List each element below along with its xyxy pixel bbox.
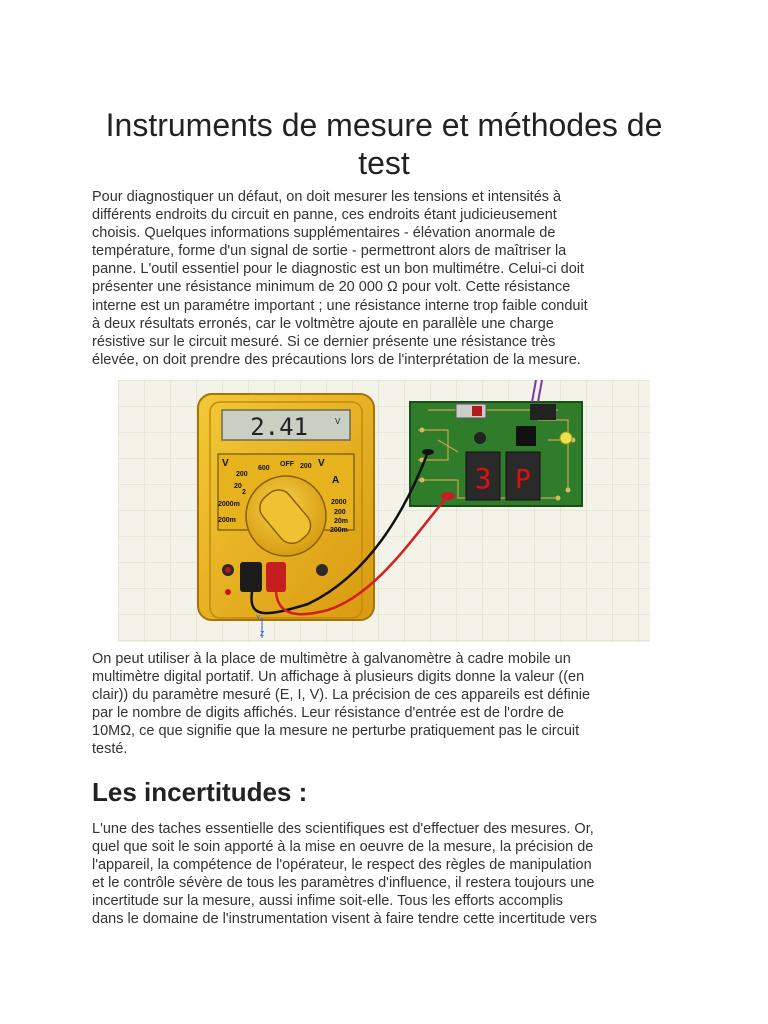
paragraph-intro: Pour diagnostiquer un défaut, on doit mesurer les tensions et intensités à différents endroits du circuit en panne, ces endroits étant judicieusement choisis. Quelques informations supplémentaires - élévation anormale de température, forme d'un signal de sortie - permettront alors de maîtriser la panne. L'outil essentiel pour le diagnostic est un bon multimétre. Celui-ci doit présenter une résistance minimum de 20 000 Ω pour volt. Cette résistance interne est un paramétre important ; une résistance interne trop faible conduit à deux résultats erronés, car le voltmètre ajoute en parallèle une charge résistive sur le circuit mesuré. Si ce dernier présente une résistance très élevée, on doit prendre des précautions lors de l'interprétation de la mesure. <box>92 189 588 368</box>
paragraph-digital-multimeter: On peut utiliser à la place de multimètre à galvanomètre à cadre mobile un multimètre digital portatif. Un affichage à plusieurs digits donne la valeur ((en clair)) du paramètre mesuré (E, I, V). La précision de ces appareils est définie par le nombre de digits affichés. Leur résistance d'entrée est de l'ordre de 10MΩ, ce que signifie que la mesure ne perturbe pratiquement pas le circuit testé. <box>92 651 591 758</box>
dial-label-v-dc: V <box>222 458 229 469</box>
svg-text:Z: Z <box>260 631 265 638</box>
dial-label-2000m: 2000m <box>218 501 240 508</box>
lcd-reading: 2.41 <box>250 413 308 441</box>
svg-text:Y: Y <box>256 615 261 622</box>
dial-label-off: OFF <box>280 461 294 468</box>
dial-label-200m-b: 200m <box>330 527 348 534</box>
dial-label-600: 600 <box>258 465 270 472</box>
multimeter <box>198 394 374 620</box>
dial-label-200m: 200m <box>218 517 236 524</box>
dial-label-2000: 2000 <box>331 499 347 506</box>
circuit-board <box>410 402 582 506</box>
dial-label-20: 20 <box>234 483 242 490</box>
dial-label-200c: 200 <box>300 463 312 470</box>
paragraph-incertitudes: L'une des taches essentielle des scientifiques est d'effectuer des mesures. Or, quel que soit le soin apporté à la mise en oeuvre de la mesure, la précision de l'appareil, la compétence de l'opérateur, le respect des règles de manipulation et le contrôle sévère de tous les paramètres d'influence, il restera toujours une incertitude sur la mesure, aussi infime soit-elle. Tous les efforts accomplis dans le domaine de l'instrumentation visent à faire tendre cette incertitude vers <box>92 821 597 928</box>
dial-label-v-ac: V <box>318 458 325 469</box>
section-heading-incertitudes: Les incertitudes : <box>92 777 308 807</box>
seven-segment-left-digit: 3 <box>474 462 492 495</box>
multimeter-circuit-figure <box>118 380 650 642</box>
dial-label-a: A <box>332 475 340 486</box>
dial-label-200b: 200 <box>334 509 346 516</box>
lcd-unit: V <box>335 417 341 426</box>
seven-segment-right-digit: P <box>515 465 531 495</box>
dial-label-20m: 20m <box>334 518 349 525</box>
dial-label-200: 200 <box>236 471 248 478</box>
dial-label-2: 2 <box>242 489 246 496</box>
page-title: Instruments de mesure et méthodes de test <box>105 107 663 181</box>
